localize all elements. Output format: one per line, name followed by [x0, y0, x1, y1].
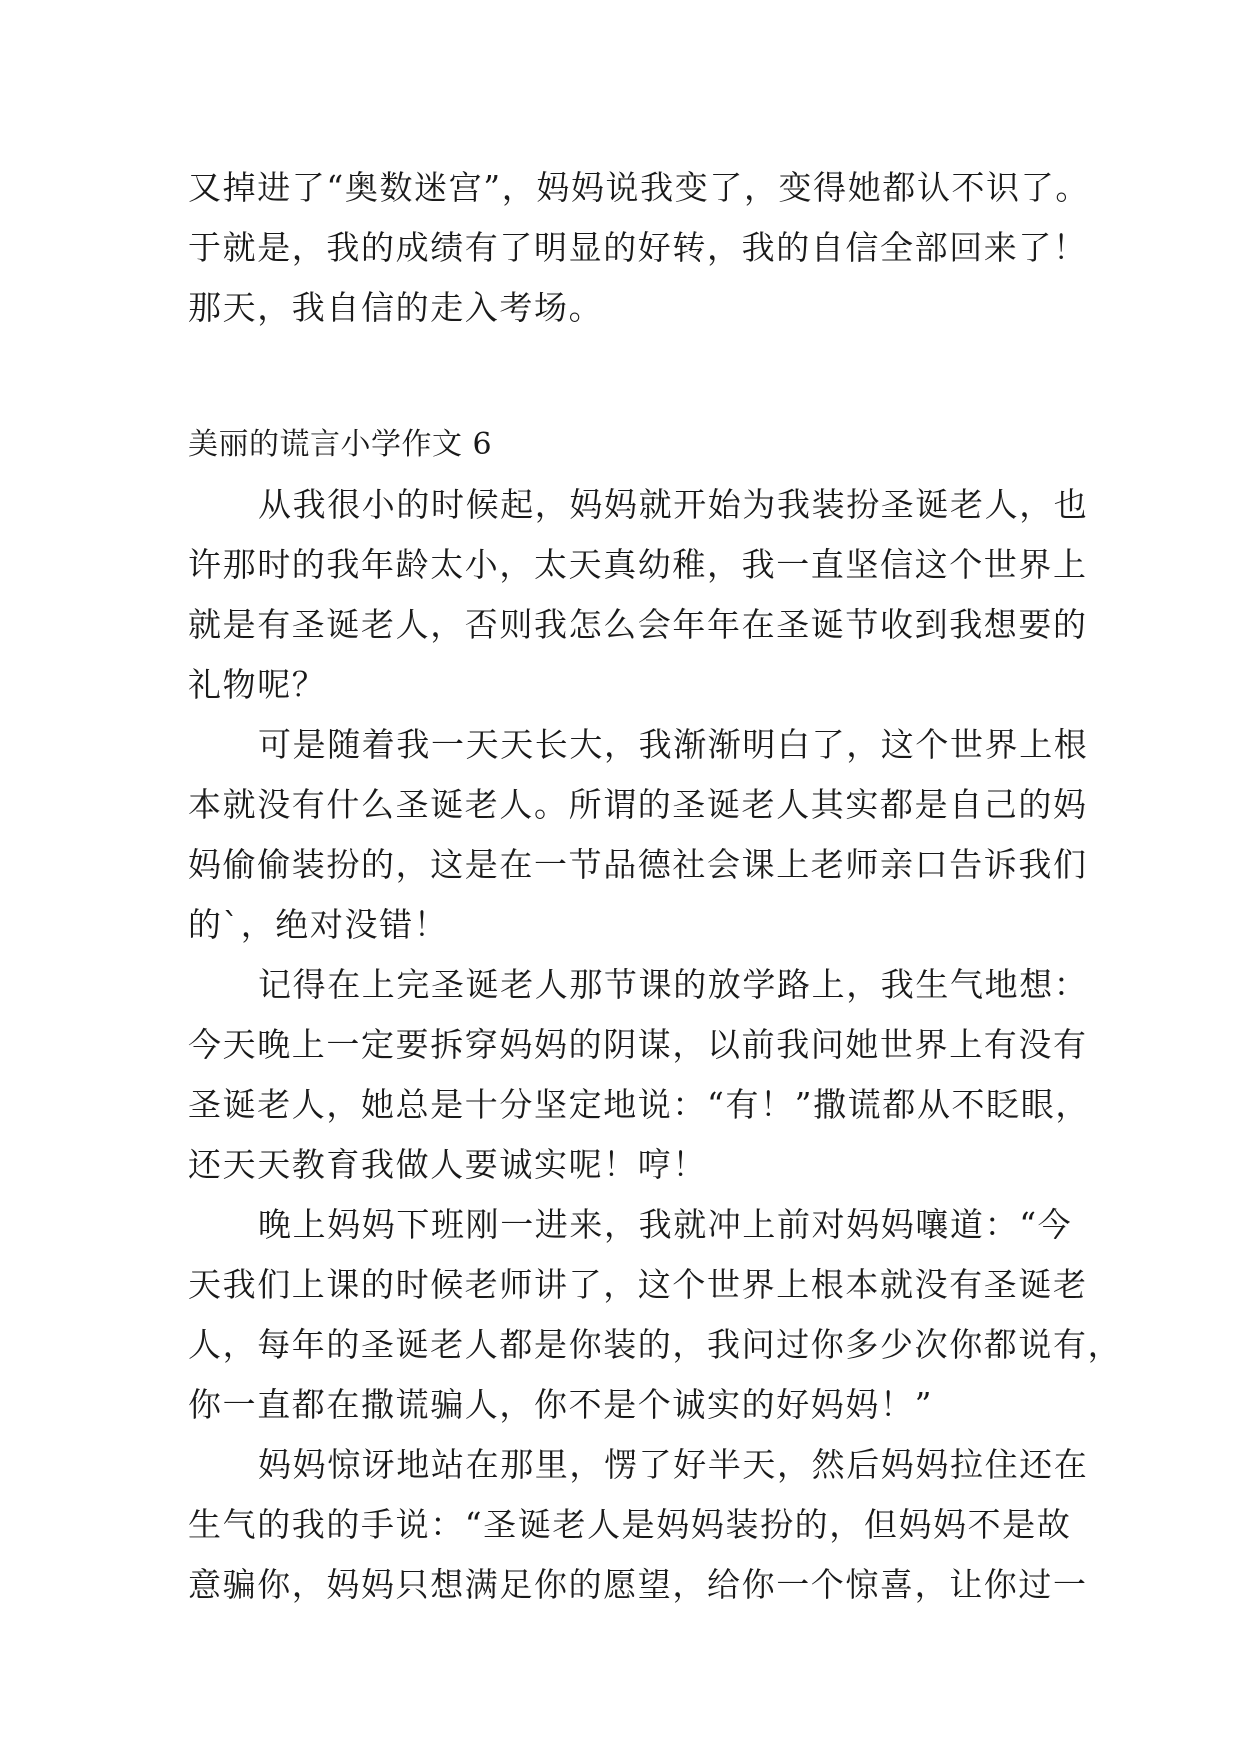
text-line: 生气的我的手说：“圣诞老人是妈妈装扮的，但妈妈不是故: [188, 1505, 1072, 1544]
paragraph-5: [188, 1435, 1089, 1615]
text-line: 又掉进了“奥数迷宫”，妈妈说我变了，变得她都认不识了。: [188, 168, 1090, 207]
spacer: [188, 338, 1060, 415]
document-body: [188, 158, 1123, 1615]
text-line: 天我们上课的时候老师讲了，这个世界上根本就没有圣诞老: [188, 1265, 1088, 1304]
text-line: 妈偷偷装扮的，这是在一节品德社会课上老师亲口告诉我们: [188, 845, 1088, 884]
paragraph-3: [188, 955, 1090, 1195]
text-line: 圣诞老人，她总是十分坚定地说：“有！”撒谎都从不眨眼，: [188, 1085, 1090, 1124]
text-line: 记得在上完圣诞老人那节课的放学路上，我生气地想：: [258, 965, 1089, 1004]
text-line: 就是有圣诞老人，否则我怎么会年年在圣诞节收到我想要的: [188, 605, 1088, 644]
section-title: 美丽的谎言小学作文 6: [188, 427, 493, 462]
text-line: 那天，我自信的走入考场。: [188, 288, 604, 327]
text-line: 人，每年的圣诞老人都是你装的，我问过你多少次你都说有，: [188, 1325, 1123, 1364]
text-line: 的`，绝对没错！: [188, 905, 449, 944]
text-line: 可是随着我一天天长大，我渐渐明白了，这个世界上根: [258, 725, 1089, 764]
text-line: 还天天教育我做人要诚实呢！哼！: [188, 1145, 707, 1184]
text-line: 你一直都在撒谎骗人，你不是个诚实的好妈妈！”: [188, 1385, 934, 1424]
intro-paragraph: [188, 158, 1090, 338]
text-line: 礼物呢？: [188, 665, 327, 704]
paragraph-2: [188, 715, 1089, 955]
text-line: 今天晚上一定要拆穿妈妈的阴谋，以前我问她世界上有没有: [188, 1025, 1088, 1064]
text-line: 意骗你，妈妈只想满足你的愿望，给你一个惊喜，让你过一: [188, 1565, 1088, 1604]
text-line: 妈妈惊讶地站在那里，愣了好半天，然后妈妈拉住还在: [258, 1445, 1089, 1484]
text-line: 从我很小的时候起，妈妈就开始为我装扮圣诞老人，也: [258, 485, 1089, 524]
text-line: 许那时的我年龄太小，太天真幼稚，我一直坚信这个世界上: [188, 545, 1088, 584]
text-line: 晚上妈妈下班刚一进来，我就冲上前对妈妈嚷道：“今: [258, 1205, 1073, 1244]
paragraph-1: [188, 475, 1089, 715]
text-line: 于就是，我的成绩有了明显的好转，我的自信全部回来了！: [188, 228, 1088, 267]
text-line: 本就没有什么圣诞老人。所谓的圣诞老人其实都是自己的妈: [188, 785, 1088, 824]
paragraph-4: [188, 1195, 1123, 1435]
